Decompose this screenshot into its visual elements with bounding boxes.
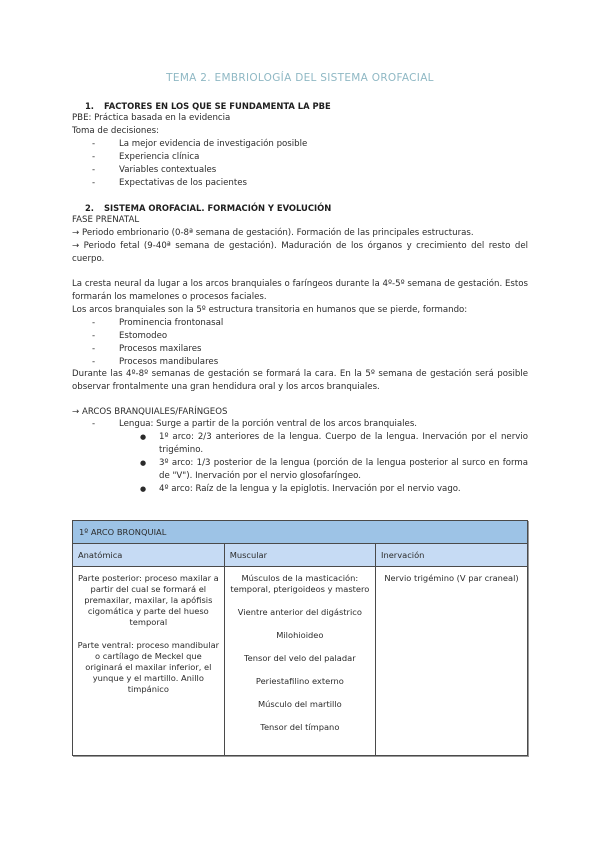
table-title-row <box>73 521 528 544</box>
section-2-heading-text: SISTEMA OROFACIAL. FORMACIÓN Y EVOLUCIÓN <box>104 203 332 213</box>
bullet-text: 4º arco: Raíz de la lengua y la epiglotis. Inervación por el nervio vago. <box>159 484 461 494</box>
list-item-text: Prominencia frontonasal <box>119 318 224 328</box>
period-embryonic <box>72 227 474 240</box>
decision-label: Toma de decisiones: <box>72 126 159 136</box>
bullet-icon: ● <box>140 485 147 493</box>
arches-heading-text: ARCOS BRANQUIALES/FARÍNGEOS <box>81 407 228 417</box>
bullet-item <box>72 457 528 483</box>
table-header-row <box>73 544 528 567</box>
period-fetal-text: Periodo fetal (9-40ª semana de gestación). Maduración de los órganos y crecimiento del resto del cuerpo. <box>72 241 529 264</box>
list-item-text: Estomodeo <box>119 331 168 341</box>
cell-inervacion <box>376 567 528 756</box>
muscle-item: Tensor del tímpano <box>260 722 340 732</box>
arches-heading <box>72 406 227 419</box>
anatomica-posterior: Parte posterior: proceso maxilar a partir del cual se formará el premaxilar, maxilar, la apófisis cigomática y parte del hueso temporal <box>77 573 219 627</box>
list-item-text: Expectativas de los pacientes <box>119 178 247 188</box>
dash-icon: - <box>92 318 96 328</box>
bullet-icon: ● <box>140 433 147 441</box>
table-row <box>73 567 528 756</box>
first-arch-table <box>72 520 528 756</box>
section-2-number: 2. <box>84 203 94 213</box>
list-item-text: Variables contextuales <box>119 165 217 175</box>
paragraph-arches: Los arcos branquiales son la 5º estructura transitoria en humanos que se pierde, formando: <box>72 305 468 315</box>
bullet-item <box>72 431 528 457</box>
muscle-item: Milohioideo <box>276 630 324 640</box>
dash-icon: - <box>92 139 96 149</box>
bullet-icon: ● <box>140 459 147 467</box>
anatomica-ventral: Parte ventral: proceso mandibular o cartílago de Meckel que originará el maxilar inferior, el yunque y el martillo. Anillo timpánico <box>77 640 220 694</box>
list-item-text: Experiencia clínica <box>119 152 200 162</box>
dash-icon: - <box>92 165 96 175</box>
muscle-item: Músculos de la masticación: temporal, pterigoideos y mastero <box>230 573 370 594</box>
section-1-heading <box>72 100 331 113</box>
muscle-item: Músculo del martillo <box>257 699 342 709</box>
dash-icon: - <box>92 419 96 429</box>
section-1-heading-text: FACTORES EN LOS QUE SE FUNDAMENTA LA PBE <box>104 101 331 111</box>
column-header-muscular: Muscular <box>224 544 375 567</box>
list-item-text: Procesos maxilares <box>119 344 202 354</box>
arrow-icon: → <box>72 241 80 251</box>
dash-icon: - <box>92 178 96 188</box>
arrow-icon: → <box>72 228 80 238</box>
period-fetal <box>72 240 528 265</box>
phase-label: FASE PRENATAL <box>72 215 140 225</box>
muscle-item: Vientre anterior del digástrico <box>237 607 362 617</box>
dash-icon: - <box>92 331 96 341</box>
muscle-item: Tensor del velo del paladar <box>244 653 356 663</box>
column-header-anatomica: Anatómica <box>73 544 225 567</box>
column-header-inervacion: Inervación <box>376 544 528 567</box>
dash-icon: - <box>92 344 96 354</box>
dash-icon: - <box>92 357 96 367</box>
section-2-heading <box>72 202 331 215</box>
list-item-text: Procesos mandibulares <box>119 357 219 367</box>
cell-muscular <box>224 567 375 756</box>
nerve-item: Nervio trigémino (V par craneal) <box>384 573 519 583</box>
bullet-text: 3º arco: 1/3 posterior de la lengua (porción de la lengua posterior al surco en forma de "V"). Inervación por el nervio glosofaríngeo. <box>159 458 528 481</box>
dash-icon: - <box>92 152 96 162</box>
cell-anatomica <box>73 567 225 756</box>
muscle-item: Periestafilino externo <box>255 676 344 686</box>
paragraph-neural-crest: La cresta neural da lugar a los arcos branquiales o faríngeos durante la 4º-5º semana de gestación. Estos formarán los mamelones o procesos faciales. <box>72 279 528 302</box>
list-item-text: La mejor evidencia de investigación posible <box>119 139 308 149</box>
document-title: TEMA 2. EMBRIOLOGÍA DEL SISTEMA OROFACIAL <box>166 72 434 84</box>
table-title: 1º ARCO BRONQUIAL <box>73 521 528 544</box>
paragraph-face-formation: Durante las 4º-8º semanas de gestación se formará la cara. En la 5º semana de gestación será posible observar frontalmente una gran hendidura oral y los arcos branquiales. <box>72 369 528 392</box>
list-item-text: Lengua: Surge a partir de la porción ventral de los arcos branquiales. <box>119 419 418 429</box>
arrow-icon: → <box>72 407 80 417</box>
period-embryonic-text: Periodo embrionario (0-8ª semana de gestación). Formación de las principales estructuras. <box>81 228 474 238</box>
bullet-text: 1º arco: 2/3 anteriores de la lengua. Cuerpo de la lengua. Inervación por el nervio trigémino. <box>159 432 528 455</box>
section-1-number: 1. <box>84 101 94 111</box>
pbe-definition: PBE: Práctica basada en la evidencia <box>72 113 231 123</box>
